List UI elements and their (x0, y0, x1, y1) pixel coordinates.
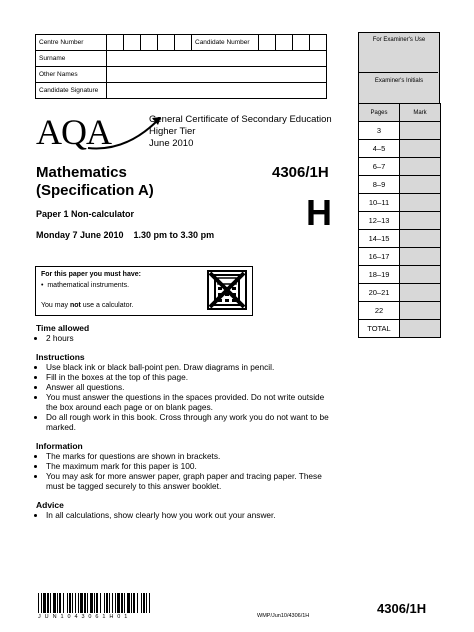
advice-section (36, 500, 336, 520)
mark-cell[interactable] (400, 248, 441, 266)
paper-label: Paper 1 Non-calculator (36, 209, 135, 219)
exam-date-time: Monday 7 June 2010 1.30 pm to 3.30 pm (36, 230, 215, 240)
centre-number-box[interactable] (141, 35, 158, 51)
mark-cell[interactable] (400, 176, 441, 194)
mark-cell[interactable] (400, 122, 441, 140)
instruction-item: • Do all rough work in this book. Cross through any work you do not want to be marked. (46, 412, 336, 432)
materials-item: • mathematical instruments. (41, 282, 130, 289)
candidate-number-box[interactable] (276, 35, 293, 51)
qualification-date: June 2010 (149, 138, 194, 149)
pages-cell: 6–7 (359, 158, 400, 176)
instructions-heading: Instructions (36, 352, 85, 362)
information-heading: Information (36, 441, 83, 451)
surname-label: Surname (36, 51, 107, 67)
information-item: • You may ask for more answer paper, graph paper and tracing paper. These must be tagged securely to this answer booklet. (46, 471, 336, 491)
centre-number-box[interactable] (158, 35, 175, 51)
mark-cell[interactable] (400, 158, 441, 176)
centre-number-label: Centre Number (36, 35, 107, 51)
time-allowed-section (36, 323, 89, 343)
aqa-logo-text: AQA (36, 112, 111, 152)
pages-cell: 3 (359, 122, 400, 140)
materials-item-text: mathematical instruments. (47, 282, 130, 289)
barcode-icon (38, 593, 154, 613)
time-allowed-item: • 2 hours (46, 333, 89, 343)
candidate-number-box[interactable] (293, 35, 310, 51)
mark-cell[interactable] (400, 266, 441, 284)
candidate-details-table (35, 34, 327, 99)
pages-cell: 20–21 (359, 284, 400, 302)
instruction-item: • Use black ink or black ball-point pen. Draw diagrams in pencil. (46, 362, 336, 372)
information-section (36, 441, 336, 491)
total-label: TOTAL (359, 320, 400, 338)
centre-number-box[interactable] (107, 35, 124, 51)
pages-cell: 10–11 (359, 194, 400, 212)
examiner-initials-label: Examiner's Initials (374, 78, 424, 84)
advice-heading: Advice (36, 500, 64, 510)
paper-code: 4306/1H (272, 164, 329, 181)
pages-cell: 8–9 (359, 176, 400, 194)
pages-cell: 4–5 (359, 140, 400, 158)
footer-paper-code: 4306/1H (377, 601, 427, 616)
mark-column-header: Mark (400, 104, 441, 122)
barcode-text: J U N 1 0 4 3 0 6 1 H 0 1 (38, 614, 129, 620)
pages-cell: 22 (359, 302, 400, 320)
pages-column-header: Pages (359, 104, 400, 122)
materials-heading: For this paper you must have: (41, 271, 141, 278)
examiner-use-title: For Examiner's Use (372, 37, 426, 43)
no-calculator-icon (207, 270, 247, 310)
candidate-signature-label: Candidate Signature (36, 83, 107, 99)
mark-cell[interactable] (400, 302, 441, 320)
instruction-item: • Answer all questions. (46, 382, 336, 392)
aqa-logo (36, 112, 136, 152)
mark-cell[interactable] (400, 230, 441, 248)
note-prefix: You may (41, 302, 70, 309)
pages-cell: 12–13 (359, 212, 400, 230)
candidate-number-box[interactable] (259, 35, 276, 51)
note-suffix: use a calculator. (80, 302, 134, 309)
subject-name: Mathematics (36, 164, 127, 181)
information-item: • The maximum mark for this paper is 100. (46, 461, 336, 471)
time-allowed-heading: Time allowed (36, 323, 90, 333)
mark-cell[interactable] (400, 284, 441, 302)
centre-number-box[interactable] (175, 35, 192, 51)
other-names-label: Other Names (36, 67, 107, 83)
pages-cell: 18–19 (359, 266, 400, 284)
subject-block (36, 164, 154, 200)
mark-cell[interactable] (400, 194, 441, 212)
other-names-field[interactable] (107, 67, 327, 83)
mark-cell[interactable] (400, 212, 441, 230)
candidate-number-label: Candidate Number (192, 35, 259, 51)
total-mark-cell[interactable] (400, 320, 441, 338)
note-bold: not (69, 302, 81, 309)
candidate-signature-field[interactable] (107, 83, 327, 99)
information-item: • The marks for questions are shown in brackets. (46, 451, 336, 461)
qualification-title: General Certificate of Secondary Education (149, 114, 332, 125)
pages-cell: 14–15 (359, 230, 400, 248)
pages-cell: 16–17 (359, 248, 400, 266)
instructions-section (36, 352, 336, 432)
surname-field[interactable] (107, 51, 327, 67)
materials-box (35, 266, 253, 316)
calculator-note (41, 302, 133, 309)
subject-spec: (Specification A) (36, 182, 154, 199)
mark-cell[interactable] (400, 140, 441, 158)
instruction-item: • You must answer the questions in the spaces provided. Do not write outside the box around each page or on blank pages. (46, 392, 336, 412)
qualification-block (149, 114, 332, 150)
candidate-number-box[interactable] (310, 35, 327, 51)
instruction-item: • Fill in the boxes at the top of this page. (46, 372, 336, 382)
qualification-tier: Higher Tier (149, 126, 196, 137)
document-reference: WMP/Jun10/4306/1H (257, 613, 310, 619)
advice-item: • In all calculations, show clearly how you work out your answer. (46, 510, 336, 520)
centre-number-box[interactable] (124, 35, 141, 51)
marks-table (358, 103, 441, 338)
tier-letter: H (306, 192, 332, 233)
